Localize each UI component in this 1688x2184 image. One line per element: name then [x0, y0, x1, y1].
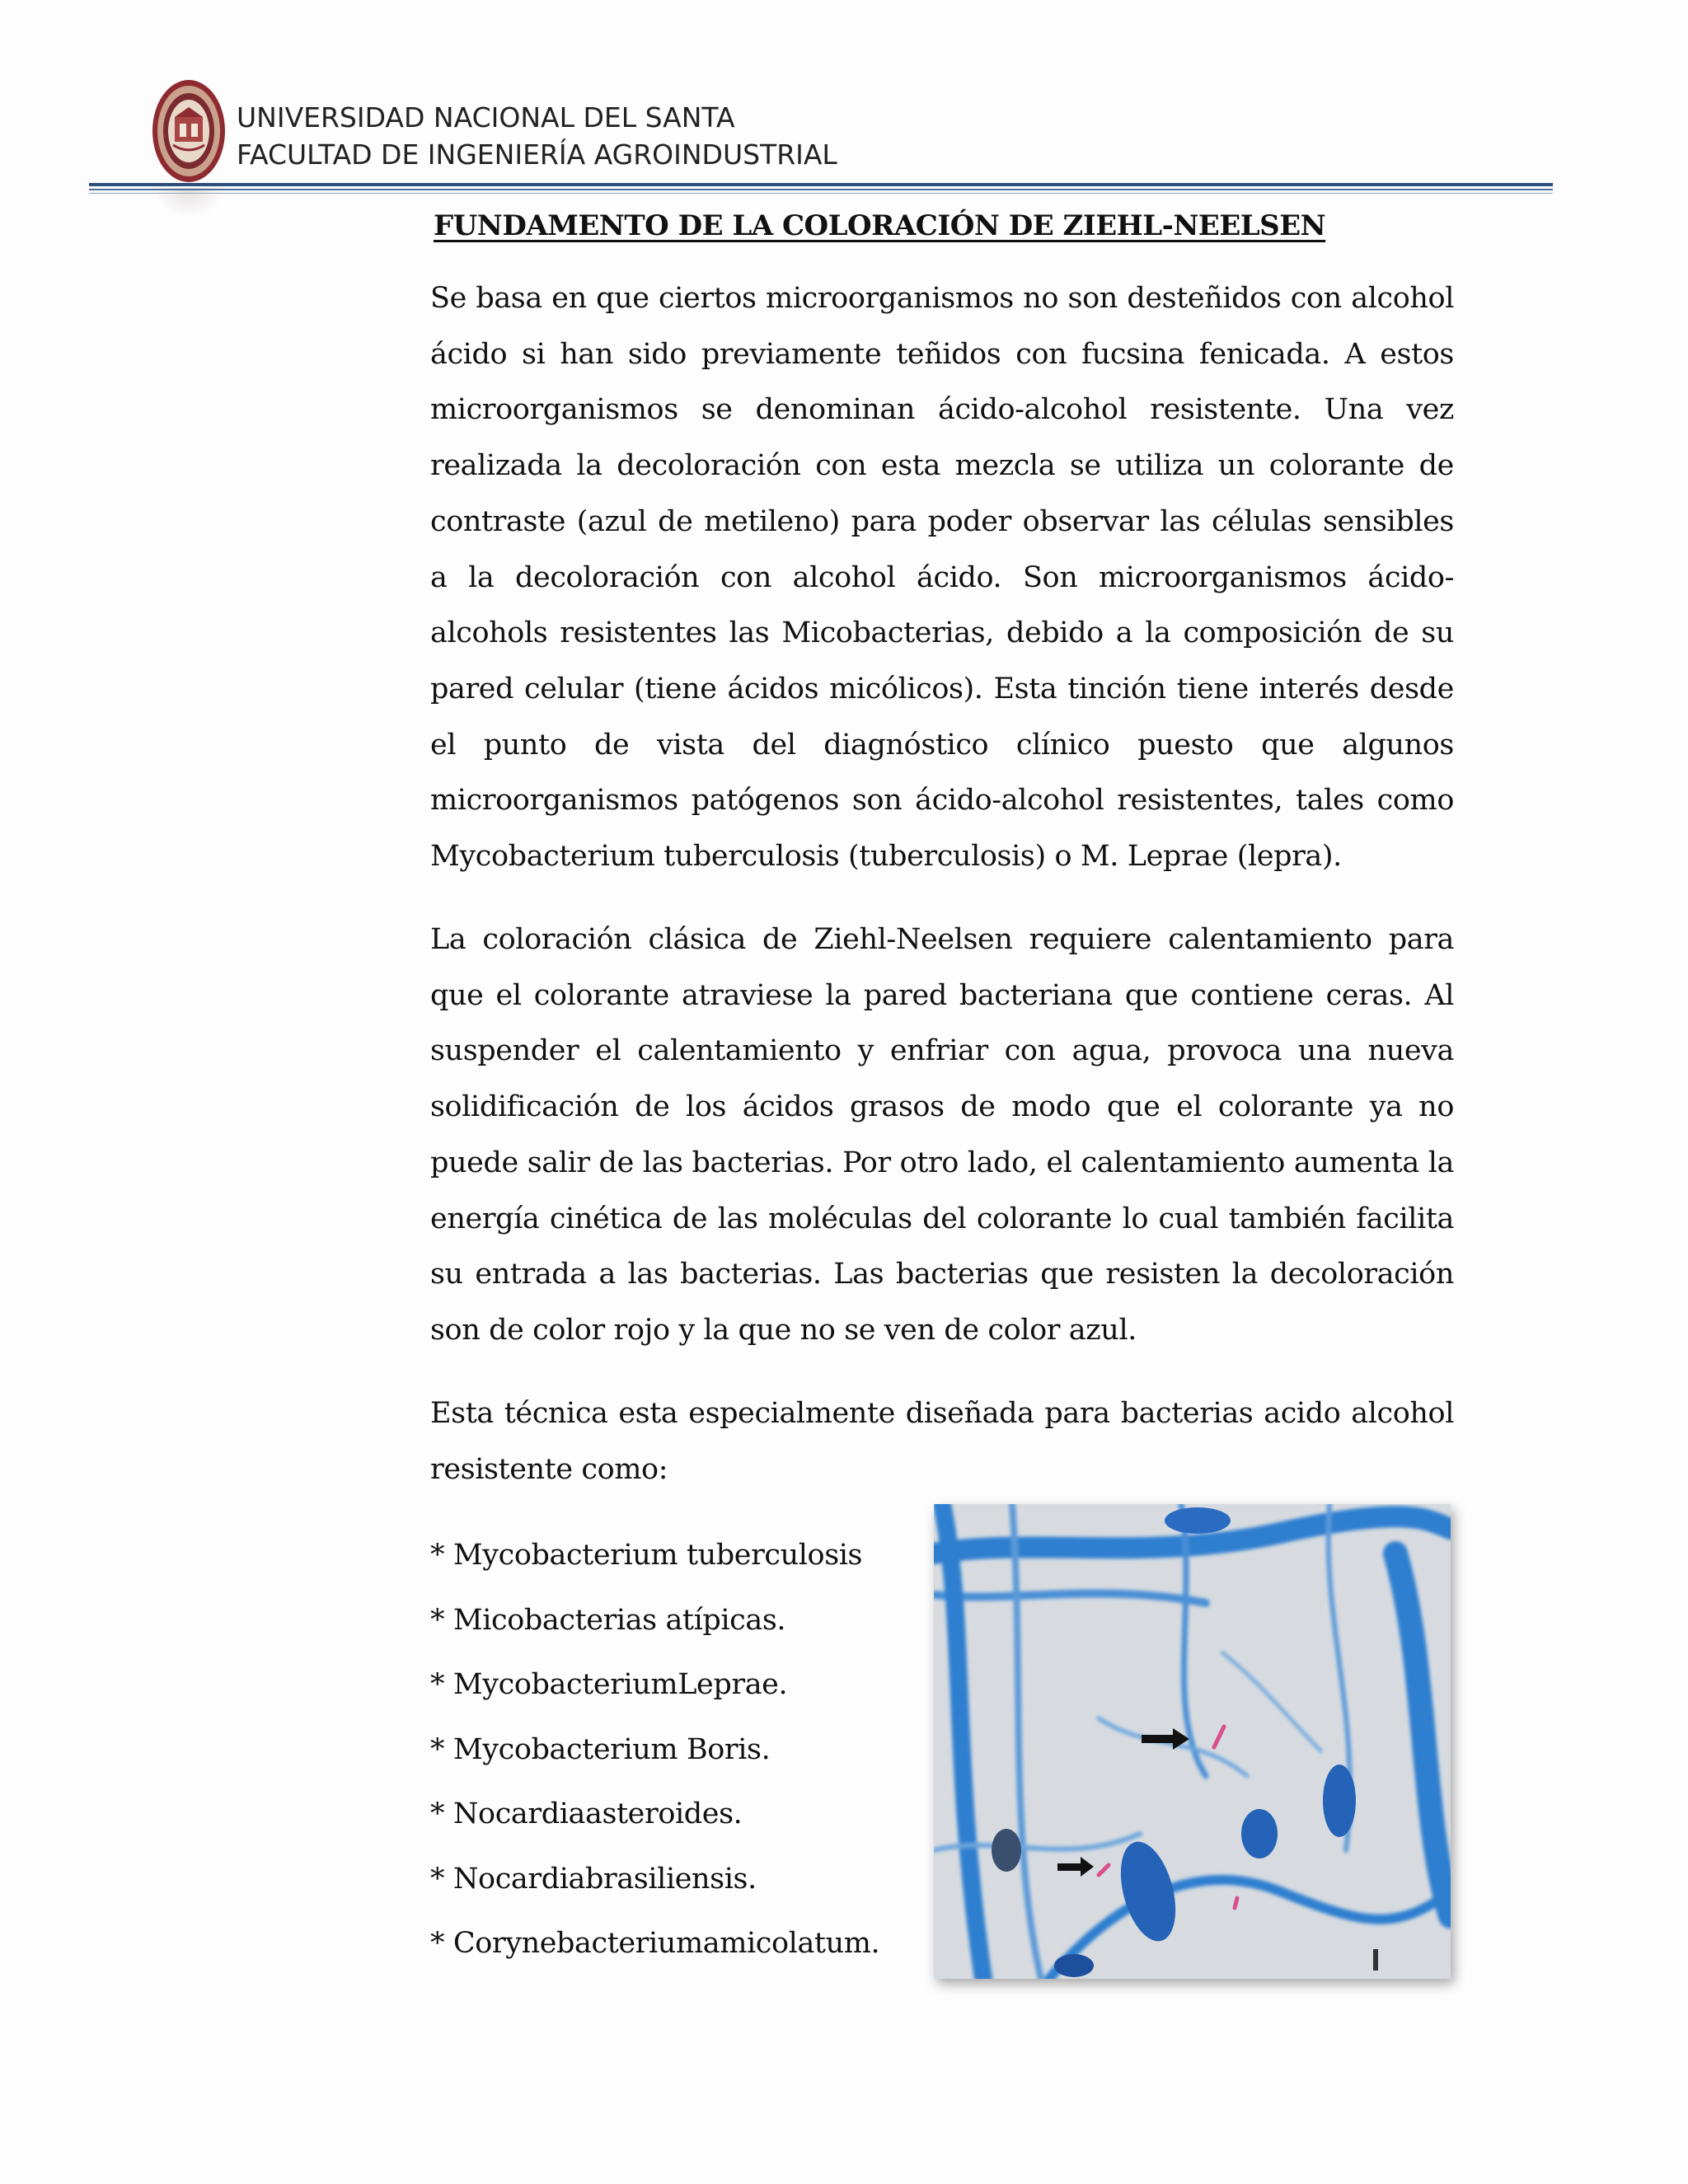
- institution-name: [237, 99, 837, 173]
- section-title: FUNDAMENTO DE LA COLORACIÓN DE ZIEHL-NEELSEN: [434, 209, 1326, 242]
- header-rule-secondary: [89, 189, 1553, 190]
- paragraph-tecnica: Esta técnica esta especialmente diseñada para bacterias acido alcohol resistente como:: [430, 1397, 1454, 1486]
- list-item: * Mycobacterium Boris.: [430, 1732, 771, 1766]
- list-item: * Mycobacterium tuberculosis: [430, 1539, 863, 1572]
- micrograph-stained-bacteria-image: [934, 1504, 1451, 1979]
- paragraph-fundamento: Se basa en que ciertos microorganismos no son desteñidos con alcohol ácido si han sido previamente teñidos con fucsina fenicada. A estos microorganismos se denominan ácido-alcohol resistente. Una vez realizada la decoloración con esta mezcla se utiliza un colorante de contraste (azul de metileno) para poder observar las células sensibles a la decoloración con alcohol ácido. Son microorganismos ácido-alcohols resistentes las Micobacterias, debido a la composición de su pared celular (tiene ácidos micólicos). Esta tinción tiene interés desde el punto de vista del diagnóstico clínico puesto que algunos microorganismos patógenos son ácido-alcohol resistentes, tales como Mycobacterium tuberculosis (tuberculosis) o M. Leprae (lepra).: [430, 282, 1454, 874]
- university-seal-icon: [150, 77, 227, 185]
- header-rule-tertiary: [89, 193, 1553, 194]
- header-rule: [89, 183, 1553, 186]
- faculty-name: FACULTAD DE INGENIERÍA AGROINDUSTRIAL: [237, 138, 837, 171]
- page-header: [0, 0, 1688, 214]
- list-item: * Corynebacteriumamicolatum.: [430, 1927, 880, 1960]
- list-item: * MycobacteriumLeprae.: [430, 1668, 788, 1701]
- university-name: UNIVERSIDAD NACIONAL DEL SANTA: [237, 101, 735, 134]
- list-item: * Nocardiaasteroides.: [430, 1797, 743, 1830]
- bacteria-list: [430, 1523, 879, 1976]
- paragraph-coloracion-clasica: La coloración clásica de Ziehl-Neelsen requiere calentamiento para que el colorante atraviese la pared bacteriana que contiene ceras. Al suspender el calentamiento y enfriar con agua, provoca una nueva solidificación de los ácidos grasos de modo que el colorante ya no puede salir de las bacterias. Por otro lado, el calentamiento aumenta la energía cinética de las moléculas del colorante lo cual también facilita su entrada a las bacterias. Las bacterias que resisten la decoloración son de color rojo y la que no se ven de color azul.: [430, 923, 1454, 1347]
- list-item: * Micobacterias atípicas.: [430, 1603, 786, 1637]
- list-item: * Nocardiabrasiliensis.: [430, 1862, 757, 1896]
